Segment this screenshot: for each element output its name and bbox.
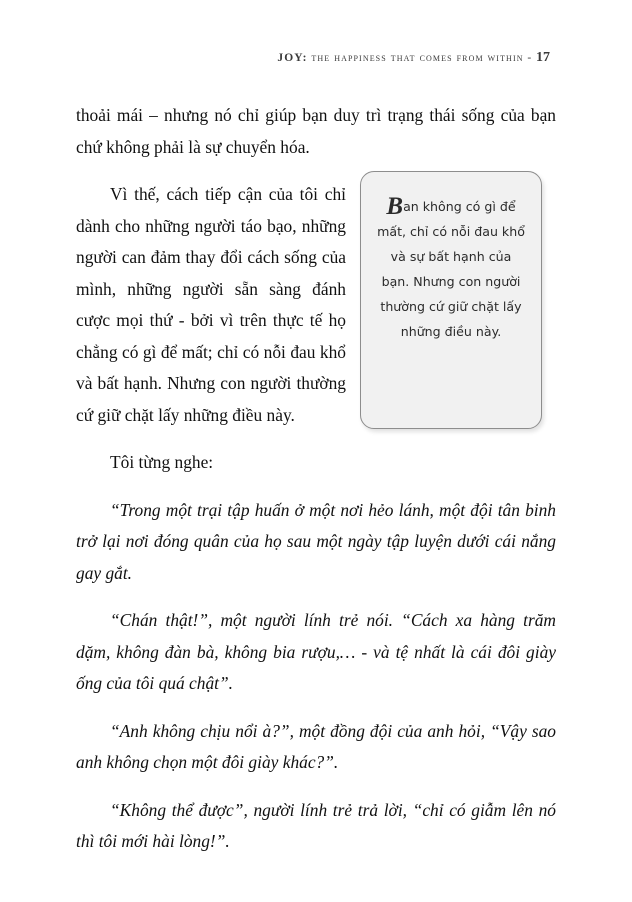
running-head [0, 50, 550, 66]
running-head-book-subtitle: the happiness that comes from within [311, 52, 524, 64]
paragraph-story-3: “Anh không chịu nổi à?”, một đồng đội của anh hỏi, “Vậy sao anh không chọn một đôi giày khác?”. [76, 720, 556, 772]
pullquote-dropcap: B [386, 193, 404, 220]
running-head-book-title: JOY: [277, 52, 308, 64]
paragraph-approach: Vì thế, cách tiếp cận của tôi chỉ dành cho những người táo bạo, những người can đảm thay đổi cách sống của mình, những người sẵn sàng đánh cược mọi thứ - bởi vì trên thực tế họ chẳng có gì để mất; chỉ có nỗi đau khổ và bất hạnh. Nhưng con người thường cứ giữ chặt lấy những điều này. [76, 184, 346, 425]
page-number: 17 [536, 50, 550, 65]
pullquote-text: an không có gì để mất, chỉ có nỗi đau khổ và sự bất hạnh của bạn. Nhưng con người thường cứ giữ chặt lấy những điều này. [377, 199, 525, 339]
paragraph-story-2: “Chán thật!”, một người lính trẻ nói. “Cách xa hàng trăm dặm, không đàn bà, không bia rượu,… - và tệ nhất là cái đôi giày ống của tôi quá chật”. [76, 610, 556, 693]
paragraph-story-4: “Không thể được”, người lính trẻ trả lời, “chỉ có giẫm lên nó thì tôi mới hài lòng!”. [76, 799, 556, 851]
paragraph-story-1: “Trong một trại tập huấn ở một nơi hẻo lánh, một đội tân binh trở lại nơi đóng quân của họ sau một ngày tập luyện dưới cái nắng gay gắt. [76, 499, 556, 583]
paragraph-opening: thoải mái – nhưng nó chỉ giúp bạn duy trì trạng thái sống của bạn chứ không phải là sự chuyển hóa. [76, 105, 556, 157]
paragraph-i-heard: Tôi từng nghe: [110, 452, 214, 472]
running-head-separator: - [527, 52, 533, 64]
pullquote-float [360, 171, 556, 439]
pullquote-box [360, 171, 542, 429]
page-body [76, 100, 556, 858]
